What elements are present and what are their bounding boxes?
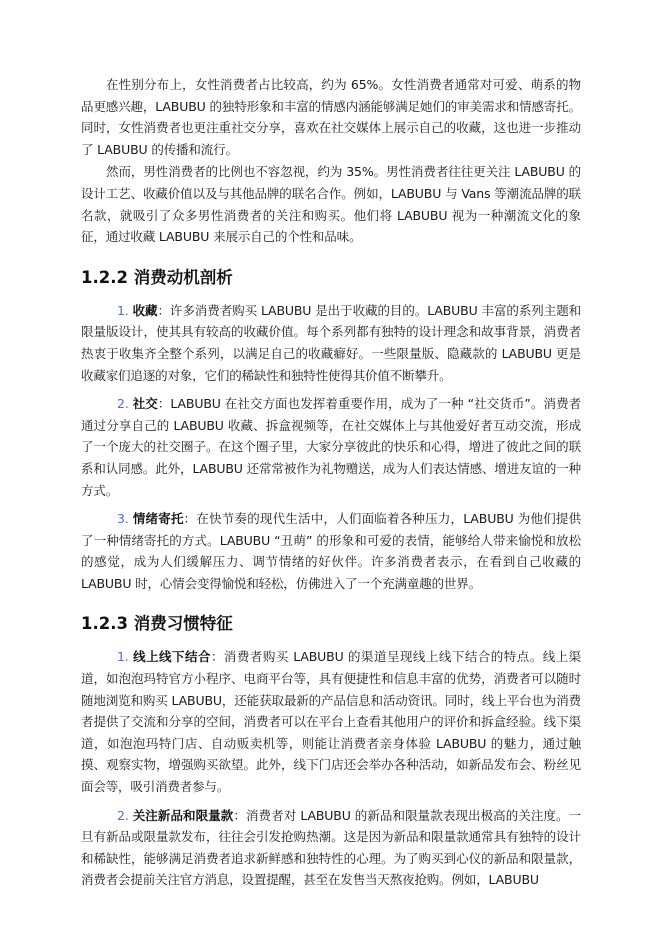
list-text: ：LABUBU 在社交方面也发挥着重要作用，成为了一种 “社交货币”。消费者通过分享自己的 LABUBU 收藏、拆盒视频等，在社交媒体上与其他爱好者互动交流，形成了一个庞大的社交圈子。在这个圈子里，大家分享彼此的快乐和心得，增进了彼此之间的联系和认同感。此外，LABUBU 还常常被作为礼物赠送，成为人们表达情感、增进友谊的一种方式。 (81, 396, 582, 498)
list-number: 1. (117, 649, 129, 665)
list-text: ：在快节奏的现代生活中，人们面临着各种压力，LABUBU 为他们提供了一种情绪寄托的方式。LABUBU “丑萌” 的形象和可爱的表情，能够给人带来愉悦和放松的感觉，成为人们缓解压力、调节情绪的好伙伴。许多消费者表示，在看到自己收藏的 LABUBU 时，心情会变得愉悦和轻松，仿佛进入了一个充满童趣的世界。 (81, 511, 581, 591)
list-term: 线上线下结合 (133, 649, 211, 665)
list-text: ：消费者对 LABUBU 的新品和限量款表现出极高的关注度。一旦有新品或限量款发布，往往会引发抢购热潮。这是因为新品和限量款通常具有独特的设计和稀缺性，能够满足消费者追求新鲜感和独特性的心理。为了购买到心仪的新品和限量款，消费者会提前关注官方消息，设置提醒，甚至在发售当天熬夜抢购。例如，LABUBU (81, 807, 581, 888)
list-item (81, 805, 581, 891)
list-number: 2. (117, 807, 129, 823)
section-heading-habits: 1.2.3 消费习惯特征 (81, 614, 233, 634)
list-term: 社交 (132, 396, 158, 412)
list-number: 1. (117, 302, 129, 318)
list-number: 2. (117, 396, 129, 412)
list-text: ：消费者购买 LABUBU 的渠道呈现线上线下结合的特点。线上渠道，如泡泡玛特官方小程序、电商平台等，具有便捷性和信息丰富的优势，消费者可以随时随地浏览和购买 LABUBU，还能获取最新的产品信息和活动资讯。同时，线上平台也为消费者提供了交流和分享的空间，消费者可以在平台上查看其他用户的评价和拆盒经验。线下渠道，如泡泡玛特门店、自动贩卖机等，则能让消费者亲身体验 LABUBU 的魅力，通过触摸、观察实物，增强购买欲望。此外，线下门店还会举办各种活动，如新品发布会、粉丝见面会等，吸引消费者参与。 (81, 649, 581, 795)
paragraph-male-consumers: 然而，男性消费者的比例也不容忽视，约为 35%。男性消费者往往更关注 LABUBU 的设计工艺、收藏价值以及与其他品牌的联名合作。例如，LABUBU 与 Vans 等潮流品牌的联名款，就吸引了众多男性消费者的关注和购买。他们将 LABUBU 视为一种潮流文化的象征，通过收藏 LABUBU 来展示自己的个性和品味。 (81, 164, 581, 245)
list-term: 收藏 (132, 302, 158, 318)
list-term: 关注新品和限量款 (132, 807, 234, 823)
list-item (81, 646, 581, 797)
list-number: 3. (117, 511, 129, 527)
list-item (81, 393, 581, 501)
list-item (81, 300, 581, 386)
list-item (81, 508, 581, 594)
document-page (81, 74, 581, 898)
list-term: 情绪寄托 (132, 511, 184, 527)
list-text: ：许多消费者购买 LABUBU 是出于收藏的目的。LABUBU 丰富的系列主题和限量版设计，使其具有较高的收藏价值。每个系列都有独特的设计理念和故事背景，消费者热衷于收集齐全整个系列，以满足自己的收藏癖好。一些限量版、隐藏款的 LABUBU 更是收藏家们追逐的对象，它们的稀缺性和独特性使得其价值不断攀升。 (81, 302, 581, 383)
section-heading-motivation: 1.2.2 消费动机剖析 (81, 267, 233, 287)
paragraph-female-consumers: 在性别分布上，女性消费者占比较高，约为 65%。女性消费者通常对可爱、萌系的物品更感兴趣，LABUBU 的独特形象和丰富的情感内涵能够满足她们的审美需求和情感寄托。同时，女性消费者也更注重社交分享，喜欢在社交媒体上展示自己的收藏，这也进一步推动了 LABUBU 的传播和流行。 (81, 77, 581, 157)
